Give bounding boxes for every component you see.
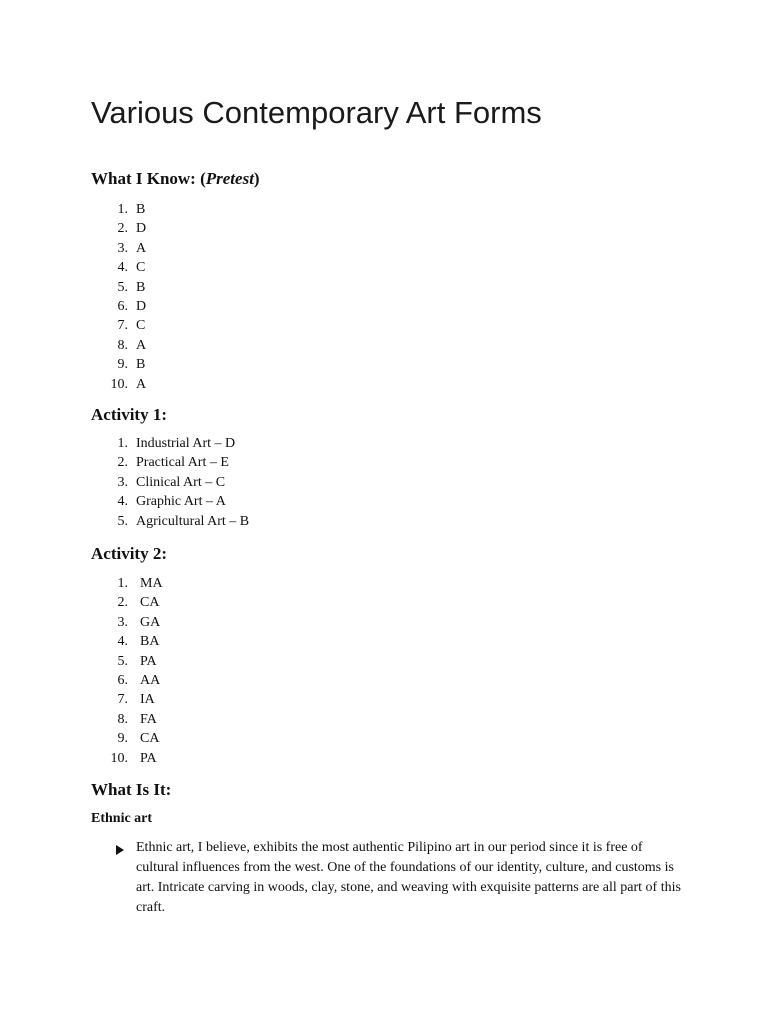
list-item-text: CA <box>140 595 160 611</box>
list-item-number: 6. <box>117 672 128 688</box>
list-item-number: 8. <box>117 337 128 353</box>
list-item-text: B <box>136 357 146 373</box>
list-item-text: Graphic Art – A <box>136 494 226 510</box>
list-item-number: 8. <box>117 711 128 727</box>
activity1-heading: Activity 1: <box>91 405 168 424</box>
list-item-text: C <box>136 260 146 276</box>
list-item-number: 1. <box>117 576 128 591</box>
list-item-text: GA <box>140 614 161 630</box>
list-item-number: 5. <box>117 513 128 529</box>
list-item-text: AA <box>140 672 161 688</box>
what-is-it-heading: What Is It: <box>91 780 172 799</box>
pretest-label: Pretest <box>205 169 254 188</box>
list-item-text: CA <box>140 731 160 747</box>
list-item-number: 7. <box>117 692 128 708</box>
list-item-number: 10. <box>110 376 128 392</box>
list-item-text: A <box>136 337 147 353</box>
list-item-text: A <box>136 240 147 256</box>
list-item-number: 4. <box>117 494 128 510</box>
what-i-know-label: What I Know: ( <box>91 169 206 188</box>
list-item-text: PA <box>140 653 157 669</box>
arrow-bullet-icon <box>116 845 124 855</box>
what-i-know-close: ) <box>253 169 260 188</box>
list-item-text: B <box>136 279 146 295</box>
list-item-text: Clinical Art – C <box>136 474 226 490</box>
ethnic-art-subheading: Ethnic art <box>91 811 153 826</box>
list-item-number: 5. <box>117 653 128 669</box>
list-item-text: Industrial Art – D <box>136 436 236 451</box>
list-item-number: 2. <box>117 221 128 237</box>
list-item-number: 3. <box>117 474 128 490</box>
list-item-number: 2. <box>117 595 128 611</box>
list-item-text: Practical Art – E <box>136 455 229 471</box>
list-item-text: BA <box>140 634 160 650</box>
list-item-number: 2. <box>117 455 128 471</box>
list-item-number: 6. <box>117 298 128 314</box>
list-item-text: D <box>136 221 147 237</box>
list-item-number: 1. <box>117 202 128 217</box>
list-item-text: D <box>136 298 147 314</box>
what-i-know-heading <box>91 168 260 190</box>
list-item-number: 9. <box>117 731 128 747</box>
list-item-number: 5. <box>117 279 128 295</box>
list-item-number: 3. <box>117 614 128 630</box>
list-item-number: 4. <box>117 260 128 276</box>
list-item-text: MA <box>140 576 163 591</box>
list-item-number: 9. <box>117 357 128 373</box>
list-item-number: 4. <box>117 634 128 650</box>
list-item-text: C <box>136 318 146 334</box>
ethnic-art-paragraph: Ethnic art, I believe, exhibits the most authentic Pilipino art in our period since it is free of cultural influences from the west. One of the foundations of our identity, culture, and customs is art. Intricate carving in woods, clay, stone, and weaving with exquisite patterns are all part of this craft. <box>136 840 681 915</box>
list-item-text: A <box>136 376 147 392</box>
list-item-text: FA <box>140 711 157 727</box>
list-item-number: 7. <box>117 318 128 334</box>
activity2-heading: Activity 2: <box>91 544 168 563</box>
page-title: Various Contemporary Art Forms <box>91 95 542 130</box>
list-item-number: 1. <box>117 436 128 451</box>
list-item-text: PA <box>140 750 157 766</box>
list-item-number: 10. <box>110 750 128 766</box>
list-item-text: Agricultural Art – B <box>136 513 250 529</box>
list-item-number: 3. <box>117 240 128 256</box>
list-item-text: IA <box>140 692 155 708</box>
list-item-text: B <box>136 202 146 217</box>
